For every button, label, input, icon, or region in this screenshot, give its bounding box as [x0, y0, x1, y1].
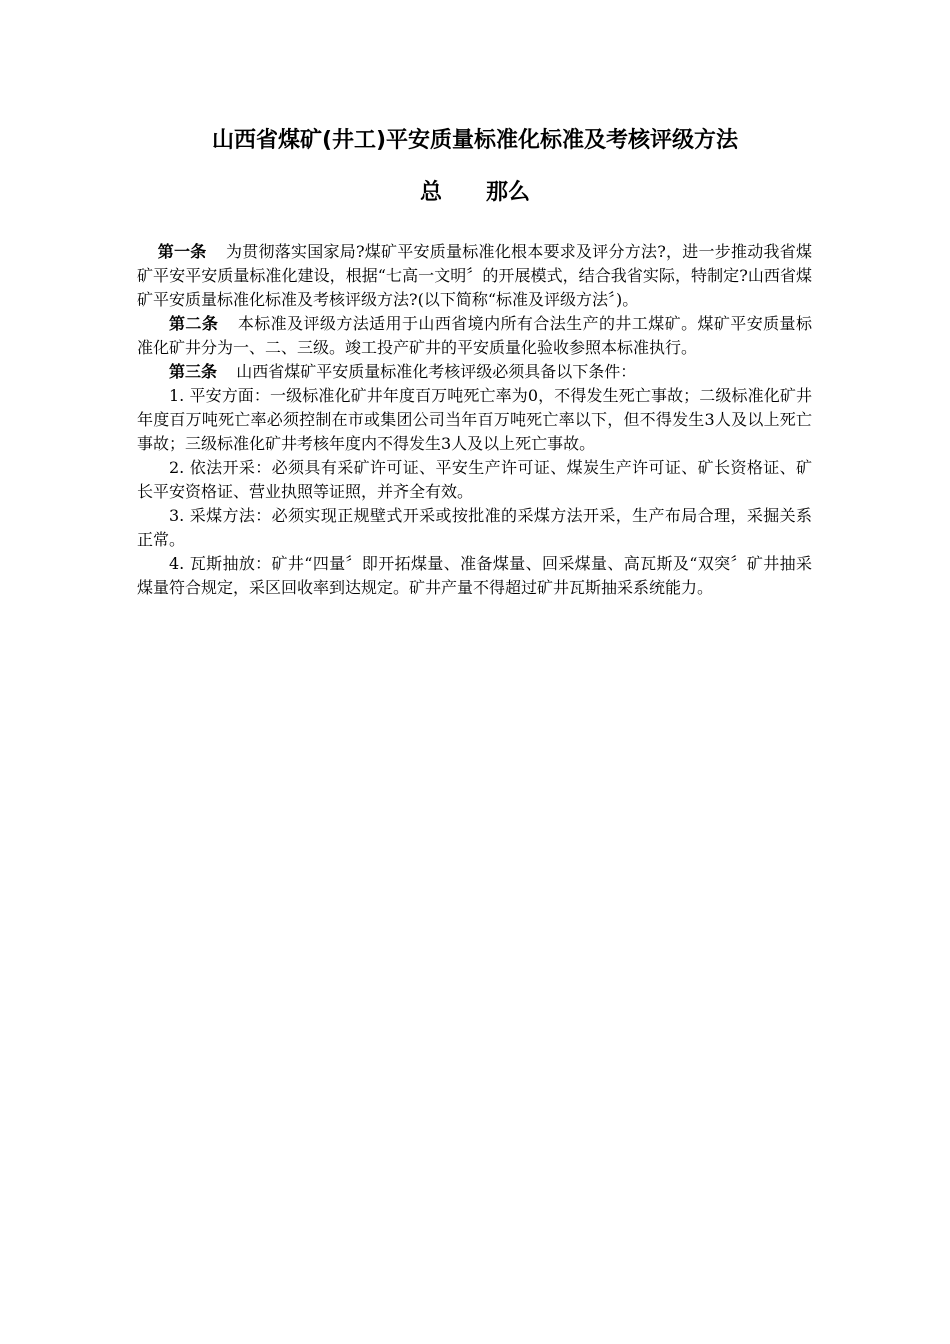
- article-text: 本标准及评级方法适用于山西省境内所有合法生产的井工煤矿。煤矿平安质量标准化矿井分为一、二、三级。竣工投产矿井的平安质量化验收参照本标准执行。: [137, 314, 812, 357]
- article-3: [137, 360, 812, 384]
- article-label: 第二条: [169, 314, 219, 333]
- document-title: 山西省煤矿(井工)平安质量标准化标准及考核评级方法: [211, 128, 739, 153]
- article-1: [137, 240, 812, 312]
- condition-item: 1. 平安方面：一级标准化矿井年度百万吨死亡率为0，不得发生死亡事故；二级标准化矿井年度百万吨死亡率必须控制在市或集团公司当年百万吨死亡率以下，但不得发生3人及以上死亡事故；三级标准化矿井考核年度内不得发生3人及以上死亡事故。: [137, 386, 812, 453]
- document-body: [137, 240, 812, 600]
- condition-item: 4. 瓦斯抽放：矿井“四量〞即开拓煤量、准备煤量、回采煤量、高瓦斯及“双突〞矿井抽采煤量符合规定，采区回收率到达规定。矿井产量不得超过矿井瓦斯抽采系统能力。: [137, 554, 812, 597]
- article-label: 第三条: [169, 362, 218, 381]
- article-2: [137, 312, 812, 360]
- article-text: 为贯彻落实国家局?煤矿平安质量标准化根本要求及评分方法?，进一步推动我省煤矿平安平安质量标准化建设，根据“七高一文明〞的开展模式，结合我省实际，特制定?山西省煤矿平安质量标准化标准及考核评级方法?(以下简称“标准及评级方法〞)。: [137, 242, 812, 309]
- article-label: 第一条: [157, 242, 207, 261]
- condition-item: 3. 采煤方法：必须实现正规壁式开采或按批准的采煤方法开采，生产布局合理，采掘关系正常。: [137, 506, 812, 549]
- article-text: 山西省煤矿平安质量标准化考核评级必须具备以下条件：: [236, 362, 637, 381]
- condition-item: 2. 依法开采：必须具有采矿许可证、平安生产许可证、煤炭生产许可证、矿长资格证、矿长平安资格证、营业执照等证照，并齐全有效。: [137, 458, 812, 501]
- chapter-title: 总 那么: [419, 180, 530, 205]
